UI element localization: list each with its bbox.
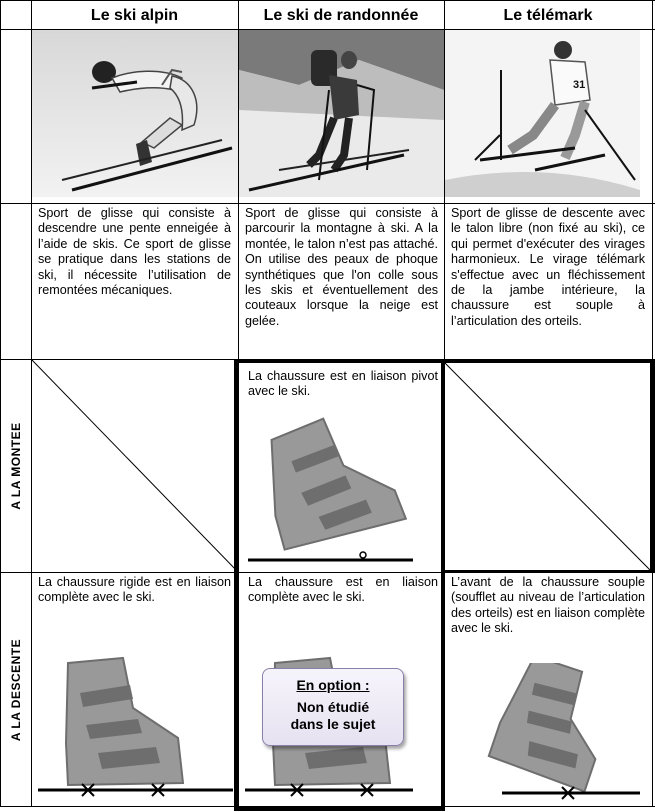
boot-telemark-descente: [462, 663, 642, 803]
row-label-descente: A LA DESCENTE: [9, 638, 23, 742]
option-note-callout: [262, 668, 404, 746]
grid-top: [0, 0, 655, 1]
grid-left: [0, 0, 1, 807]
option-note-line1: Non étudié: [296, 699, 370, 715]
bib-number: 31: [573, 79, 586, 91]
highlight-border-right: [650, 359, 655, 573]
row-label-montee: A LA MONTEE: [9, 422, 23, 510]
pivot-point: [360, 552, 366, 558]
desc-ski-randonnee: Sport de glisse qui consiste à parcourir la montagne à ski. A la montée, le talon n’est pas attaché. On utilise des peaux de phoque synthétiques que l'on colle sous les skis et éventuellement des couteaux lorsque la neige est gelée.: [245, 206, 438, 328]
boot-randonnee-montee: [245, 408, 420, 568]
boot-alpin-descente: [38, 653, 233, 799]
diagonal-telemark-montee: [445, 363, 650, 570]
grid-photo-bottom: [0, 203, 655, 204]
header-ski-randonnee: Le ski de randonnée: [263, 7, 419, 24]
option-note-line2: dans le sujet: [290, 716, 376, 732]
descente-alpin-text: La chaussure rigide est en liaison complète avec le ski.: [38, 575, 231, 605]
header-ski-alpin: Le ski alpin: [90, 7, 179, 24]
descente-randonnee-text: La chaussure est en liaison complète avec le ski.: [248, 575, 438, 605]
photo-ski-alpin: [32, 30, 238, 197]
option-note-title: En option :: [296, 677, 370, 693]
descente-telemark-text: L’avant de la chaussure souple (soufflet au niveau de l’articulation des orteils) est en liaison complète avec le ski.: [451, 575, 645, 636]
photo-ski-randonnee: [239, 30, 444, 197]
desc-telemark: Sport de glisse de descente avec le talon libre (non fixé au ski), ce qui permet d'exécuter des virages harmonieux. Le virage télémark s'effectue avec un fléchissement de la jambe intérieure, la chaussure est souple à l’articulation des orteils.: [451, 206, 645, 328]
diagonal-alpin-montee: [32, 360, 238, 572]
photo-telemark: [445, 30, 640, 197]
highlight-border-bottom: [234, 806, 445, 811]
desc-ski-alpin: Sport de glisse qui consiste à descendre une pente enneigée à l’aide de skis. Ce sport de glisse se pratique dans les stations de ski, il nécessite l’utilisation de remontées mécaniques.: [38, 206, 231, 298]
highlight-border-montee-bottom: [444, 570, 655, 573]
header-telemark: Le télémark: [503, 7, 593, 24]
montee-randonnee-text: La chaussure est en liaison pivot avec le ski.: [248, 369, 438, 399]
